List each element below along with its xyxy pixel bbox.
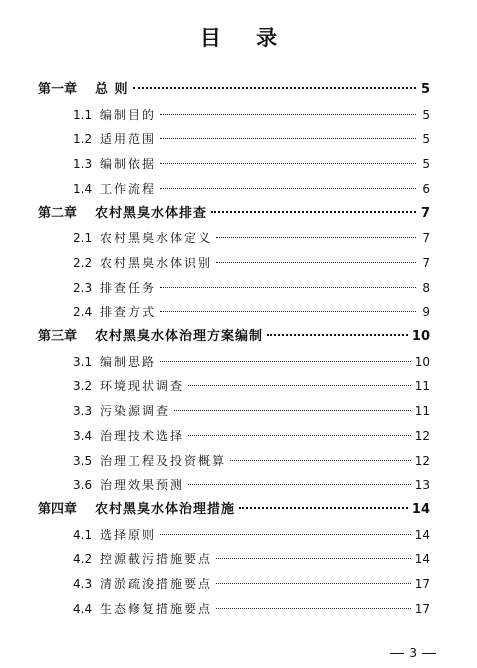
toc-entry-number: 1.4 <box>73 181 93 196</box>
toc-entry-title: 选择原则 <box>100 527 157 542</box>
toc-dot-leader <box>267 334 408 336</box>
toc-entry-number: 3.6 <box>73 478 93 493</box>
toc-dot-leader <box>216 583 411 584</box>
toc-section-row <box>73 400 430 422</box>
toc-chapter-row <box>38 203 430 225</box>
footer-dash-right <box>422 653 436 654</box>
toc-section-row <box>73 573 430 595</box>
toc-section-row <box>73 450 430 472</box>
toc-section-row <box>73 153 430 175</box>
toc-entry-title: 环境现状调查 <box>100 379 185 394</box>
toc-page-number: 7 <box>422 231 430 246</box>
toc-chapter-row <box>38 79 430 101</box>
toc-entry-title: 农村黑臭水体治理措施 <box>95 501 236 517</box>
toc-dot-leader <box>211 211 416 213</box>
toc-entry-title: 控源截污措施要点 <box>100 552 213 567</box>
toc-page-number: 13 <box>414 478 430 493</box>
toc-page-number: 14 <box>414 552 430 567</box>
toc-entry-title: 排查任务 <box>100 280 157 295</box>
toc-section-row <box>73 128 430 150</box>
toc-entry-number: 3.3 <box>73 404 93 419</box>
toc-dot-leader <box>160 188 416 189</box>
toc-page-number: 7 <box>422 255 430 270</box>
toc-entry-title: 工作流程 <box>100 181 157 196</box>
toc-dot-leader <box>160 163 416 164</box>
toc-dot-leader <box>160 534 411 535</box>
toc-dot-leader <box>160 311 416 312</box>
toc-dot-leader <box>133 87 416 89</box>
toc-section-row <box>73 104 430 126</box>
toc-page-number: 6 <box>422 181 430 196</box>
toc-entry-title: 治理工程及投资概算 <box>100 453 227 468</box>
page-title: 目 录 <box>199 26 292 50</box>
toc-section-row <box>73 351 430 373</box>
toc-dot-leader <box>160 114 416 115</box>
toc-dot-leader <box>160 138 416 139</box>
toc-dot-leader <box>216 558 411 559</box>
toc-page-number: 14 <box>411 501 430 517</box>
toc-entry-number: 第三章 <box>38 329 78 344</box>
toc-entry-number: 第四章 <box>38 501 78 517</box>
toc-page-number: 5 <box>420 82 430 97</box>
toc-entry-title: 适用范围 <box>100 132 157 147</box>
toc-dot-leader <box>188 435 411 436</box>
footer-page-number: 3 <box>409 646 417 660</box>
toc-dot-leader <box>188 484 411 485</box>
toc-entry-title: 污染源调查 <box>100 404 171 419</box>
toc-section-row <box>73 227 430 249</box>
toc-entry-number: 3.4 <box>73 428 93 443</box>
toc-entry-number: 2.1 <box>73 231 93 246</box>
toc-dot-leader <box>216 237 416 238</box>
toc-chapter-row <box>38 326 430 348</box>
toc-entry-title: 编制目的 <box>100 107 157 122</box>
toc-section-row <box>73 474 430 496</box>
toc-page-number: 12 <box>414 453 430 468</box>
toc-entry-number: 4.1 <box>73 527 93 542</box>
toc-entry-number: 第一章 <box>38 82 78 97</box>
toc-section-row <box>73 301 430 323</box>
toc-page-number: 9 <box>422 305 430 320</box>
toc-page-number: 17 <box>414 601 430 616</box>
toc-page-number: 7 <box>420 205 430 221</box>
toc-page-number: 11 <box>414 379 430 394</box>
toc-section-row <box>73 524 430 546</box>
toc-dot-leader <box>160 361 411 362</box>
toc-section-row <box>73 598 430 620</box>
toc-entry-title: 农村黑臭水体识别 <box>100 255 213 270</box>
toc-dot-leader <box>160 287 416 288</box>
toc-entry-title: 总 则 <box>95 82 129 97</box>
toc-dot-leader <box>216 262 416 263</box>
toc-chapter-row <box>38 499 430 521</box>
toc-entry-title: 生态修复措施要点 <box>100 601 213 616</box>
footer-dash-left <box>390 653 404 654</box>
toc-entry-number: 2.3 <box>73 280 93 295</box>
toc-page-number: 11 <box>414 404 430 419</box>
toc-page-number: 10 <box>414 354 430 369</box>
toc-page-number: 17 <box>414 577 430 591</box>
toc-section-row <box>73 425 430 447</box>
toc-entry-number: 1.3 <box>73 157 93 172</box>
toc-entry-number: 3.1 <box>73 354 93 369</box>
toc-dot-leader <box>174 410 411 411</box>
toc-dot-leader <box>230 460 411 461</box>
toc-page-number: 14 <box>414 527 430 542</box>
toc-entry-title: 清淤疏浚措施要点 <box>100 577 213 591</box>
toc-section-row <box>73 178 430 200</box>
toc-page-number: 5 <box>422 107 430 122</box>
toc-entry-title: 农村黑臭水体定义 <box>100 231 213 246</box>
toc-dot-leader <box>239 507 408 509</box>
toc-entry-title: 治理技术选择 <box>100 428 185 443</box>
page-footer <box>385 646 441 660</box>
toc-entry-title: 编制思路 <box>100 354 157 369</box>
toc-entry-number: 1.2 <box>73 132 93 147</box>
toc-entry-number: 4.3 <box>73 577 93 591</box>
toc-section-row <box>73 277 430 299</box>
toc-section-row <box>73 252 430 274</box>
toc-entry-number: 1.1 <box>73 107 93 122</box>
toc-entry-title: 农村黑臭水体治理方案编制 <box>95 329 264 344</box>
toc-entry-title: 排查方式 <box>100 305 157 320</box>
toc-entry-number: 4.4 <box>73 601 93 616</box>
toc-section-row <box>73 375 430 397</box>
toc-entry-number: 3.2 <box>73 379 93 394</box>
toc-dot-leader <box>216 608 411 609</box>
toc-page-number: 12 <box>414 428 430 443</box>
toc-entry-title: 农村黑臭水体排查 <box>95 205 208 221</box>
toc-page-number: 10 <box>411 329 430 344</box>
toc-entry-number: 2.2 <box>73 255 93 270</box>
toc-entry-title: 治理效果预测 <box>100 478 185 493</box>
toc-page-number: 5 <box>422 132 430 147</box>
toc-page-number: 5 <box>422 157 430 172</box>
toc-entry-number: 第二章 <box>38 205 78 221</box>
toc-entry-number: 4.2 <box>73 552 93 567</box>
toc-entry-number: 3.5 <box>73 453 93 468</box>
toc-page-number: 8 <box>422 280 430 295</box>
toc-section-row <box>73 548 430 570</box>
toc-dot-leader <box>188 385 411 386</box>
toc-entry-title: 编制依据 <box>100 157 157 172</box>
toc-entry-number: 2.4 <box>73 305 93 320</box>
